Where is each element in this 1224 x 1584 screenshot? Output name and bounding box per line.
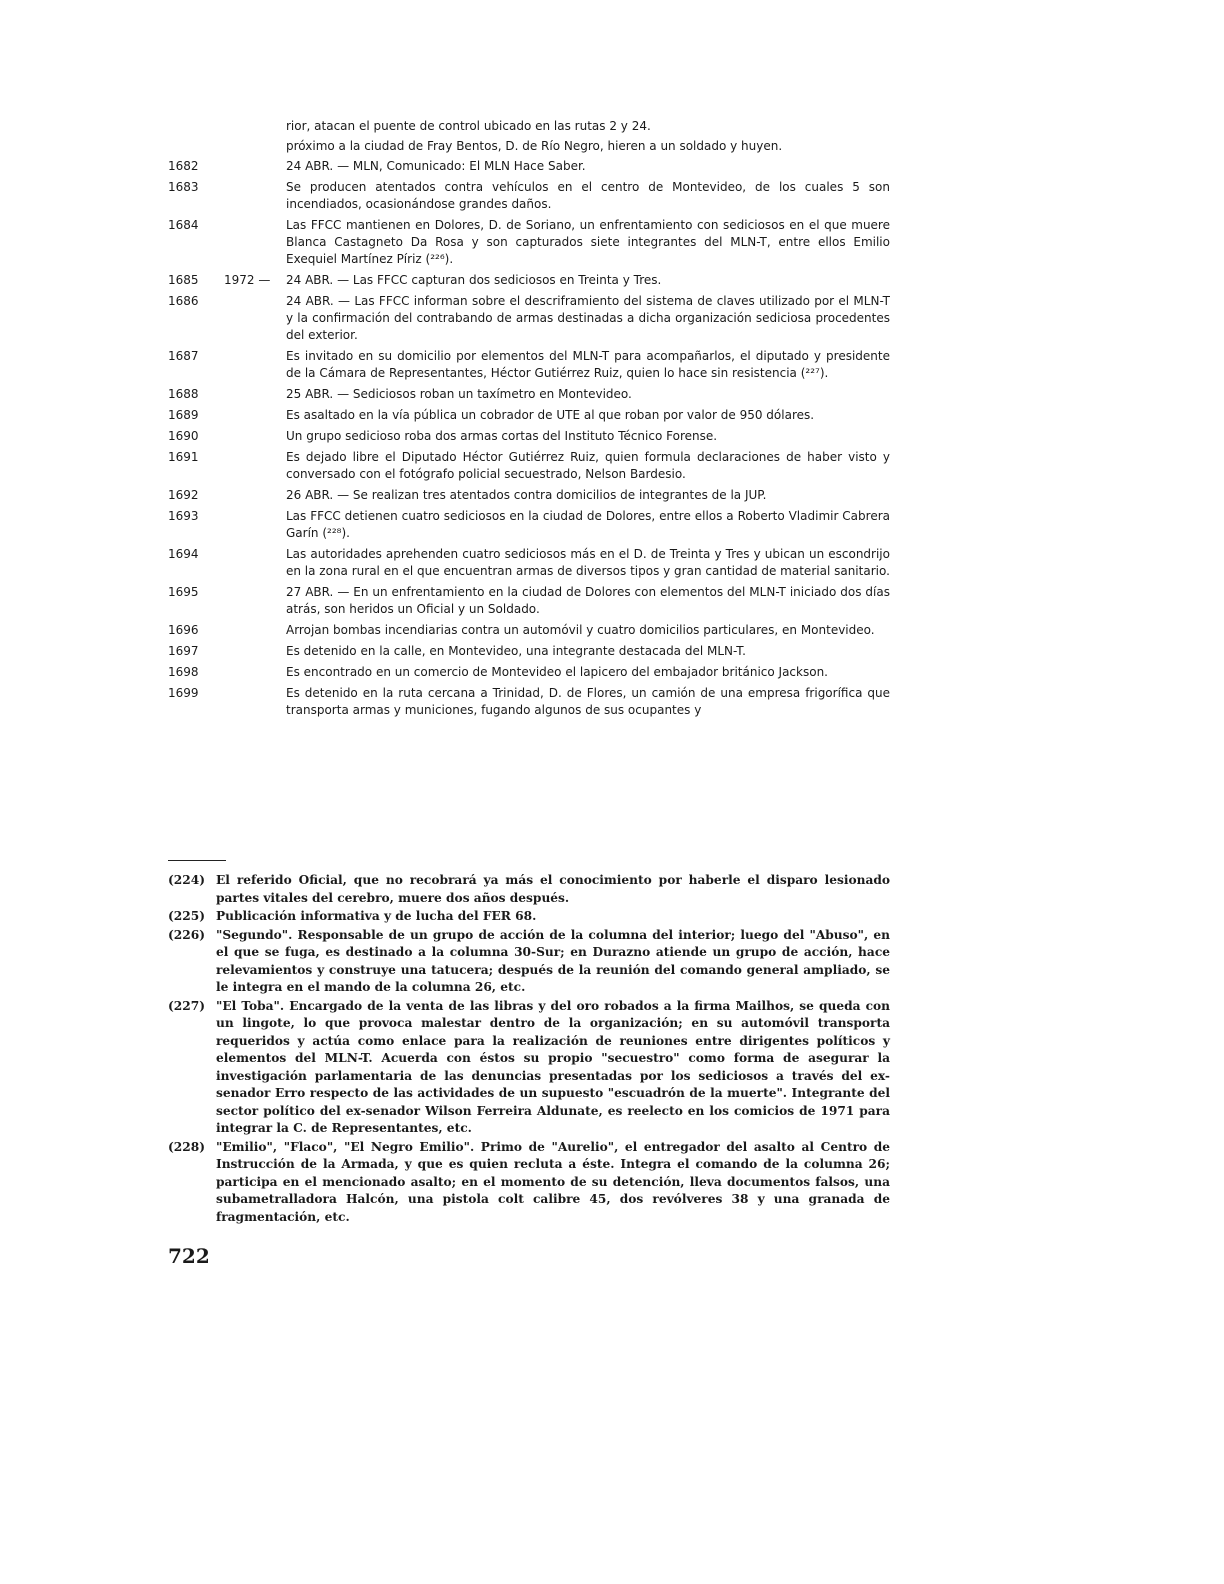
chronology-entries	[168, 118, 890, 723]
chronology-entry	[168, 179, 890, 213]
entry-number: 1687	[168, 349, 199, 363]
chronology-entry	[168, 487, 890, 504]
footnote-text: "El Toba". Encargado de la venta de las libras y del oro robados a la firma Mailhos, se queda con un lingote, lo que provoca malestar dentro de la organización; en su automóvil transporta requeridos y actúa como enlace para la realización de reuniones entre dirigentes políticos y elementos del MLN-T. Acuerda con éstos su propio "secuestro" como forma de asegurar la investigación parlamentaria de las denuncias presentadas por los sediciosos a través del ex-senador Erro respecto de las actividades de un supuesto "escuadrón de la muerte". Integrante del sector político del ex-senador Wilson Ferreira Aldunate, es reelecto en los comicios de 1971 para integrar la C. de Representantes, etc.	[216, 998, 890, 1135]
entry-text: Es dejado libre el Diputado Héctor Gutiérrez Ruiz, quien formula declaraciones de haber visto y conversado con el fotógrafo policial secuestrado, Nelson Bardesio.	[286, 450, 890, 481]
footnote-number: (226)	[168, 927, 205, 942]
continuation-line: rior, atacan el puente de control ubicado en las rutas 2 y 24.	[286, 119, 651, 133]
entry-number: 1693	[168, 509, 199, 523]
entry-number: 1699	[168, 686, 199, 700]
entry-text: Un grupo sedicioso roba dos armas cortas del Instituto Técnico Forense.	[286, 429, 718, 443]
footnote-number: (224)	[168, 873, 205, 887]
chronology-entry	[168, 622, 890, 639]
chronology-entry	[168, 664, 890, 681]
entry-text: 25 ABR. — Sediciosos roban un taxímetro en Montevideo.	[286, 387, 632, 401]
entry-number: 1691	[168, 450, 199, 464]
entry-text: 24 ABR. — Las FFCC capturan dos sediciosos en Treinta y Tres.	[286, 273, 662, 287]
entry-text: Es invitado en su domicilio por elementos del MLN-T para acompañarlos, el diputado y presidente de la Cámara de Representantes, Héctor Gutiérrez Ruiz, quien lo hace sin resistencia (²²⁷).	[286, 349, 890, 380]
entry-text: 26 ABR. — Se realizan tres atentados contra domicilios de integrantes de la JUP.	[286, 488, 767, 502]
chronology-entry	[168, 407, 890, 424]
footnote-number: (228)	[168, 1139, 205, 1154]
chronology-entry	[168, 584, 890, 618]
footnotes	[168, 872, 890, 1227]
entry-number: 1697	[168, 644, 199, 658]
footnote	[168, 1139, 890, 1227]
entry-text: 27 ABR. — En un enfrentamiento en la ciudad de Dolores con elementos del MLN-T iniciado dos días atrás, son heridos un Oficial y un Soldado.	[286, 585, 890, 616]
chronology-entry	[168, 272, 890, 289]
chronology-entry	[168, 293, 890, 344]
entry-text: 24 ABR. — Las FFCC informan sobre el descriframiento del sistema de claves utilizado por el MLN-T y la confirmación del contrabando de armas destinadas a dicha organización sediciosa procedentes del exterior.	[286, 294, 890, 342]
footnote	[168, 927, 890, 997]
chronology-entry	[168, 217, 890, 268]
entry-text: Es detenido en la ruta cercana a Trinidad, D. de Flores, un camión de una empresa frigorífica que transporta armas y municiones, fugando algunos de sus ocupantes y	[286, 686, 890, 717]
entry-number: 1694	[168, 547, 199, 561]
footnote-number: (227)	[168, 998, 205, 1013]
entry-number: 1689	[168, 408, 199, 422]
entry-year: 1972 —	[224, 273, 271, 287]
entry-text: 24 ABR. — MLN, Comunicado: El MLN Hace Saber.	[286, 159, 586, 173]
entry-number: 1692	[168, 488, 199, 502]
entry-number: 1690	[168, 429, 199, 443]
footnote-text: Publicación informativa y de lucha del FER 68.	[216, 909, 537, 923]
chronology-entry	[168, 386, 890, 403]
chronology-entry	[168, 428, 890, 445]
entry-number: 1682	[168, 159, 199, 173]
footnote-text: "Segundo". Responsable de un grupo de acción de la columna del interior; luego del "Abuso", en el que se fuga, es destinado a la columna 30-Sur; en Durazno atiende un grupo de acción, hace relevamientos y construye una tatucera; después de la reunión del comando general ampliado, se le integra en el mando de la columna 26, etc.	[216, 927, 890, 994]
chronology-entry	[168, 546, 890, 580]
entry-number: 1683	[168, 180, 199, 194]
entry-number: 1685	[168, 273, 199, 287]
entry-text: Es asaltado en la vía pública un cobrador de UTE al que roban por valor de 950 dólares.	[286, 408, 815, 422]
footnote-divider	[168, 860, 226, 861]
chronology-entry	[168, 508, 890, 542]
entry-text: Es detenido en la calle, en Montevideo, una integrante destacada del MLN-T.	[286, 644, 746, 658]
chronology-entry	[168, 643, 890, 660]
footnote-number: (225)	[168, 909, 205, 923]
continuation-line: próximo a la ciudad de Fray Bentos, D. de Río Negro, hieren a un soldado y huyen.	[286, 139, 783, 153]
footnote-text: El referido Oficial, que no recobrará ya más el conocimiento por haberle el disparo lesionado partes vitales del cerebro, muere dos años después.	[216, 873, 890, 905]
entry-text: Las autoridades aprehenden cuatro sediciosos más en el D. de Treinta y Tres y ubican un escondrijo en la zona rural en el que encuentran armas de diversos tipos y gran cantidad de material sanitario.	[286, 547, 890, 578]
entry-text: Se producen atentados contra vehículos en el centro de Montevideo, de los cuales 5 son incendiados, ocasionándose grandes daños.	[286, 180, 890, 211]
footnote	[168, 872, 890, 907]
entry-number: 1696	[168, 623, 199, 637]
page-number: 722	[168, 1244, 210, 1268]
entry-number: 1695	[168, 585, 199, 599]
footnote-text: "Emilio", "Flaco", "El Negro Emilio". Primo de "Aurelio", el entregador del asalto al Centro de Instrucción de la Armada, y que es quien recluta a éste. Integra el comando de la columna 26; participa en el mencionado asalto; en el momento de su detención, lleva documentos falsos, una subametralladora Halcón, una pistola colt calibre 45, dos revólveres 38 y una granada de fragmentación, etc.	[216, 1139, 890, 1224]
chronology-entry	[168, 348, 890, 382]
footnote	[168, 908, 890, 926]
footnote	[168, 998, 890, 1138]
entry-text: Es encontrado en un comercio de Montevideo el lapicero del embajador británico Jackson.	[286, 665, 828, 679]
entry-text: Arrojan bombas incendiarias contra un automóvil y cuatro domicilios particulares, en Montevideo.	[286, 623, 875, 637]
entry-number: 1688	[168, 387, 199, 401]
chronology-entry	[168, 449, 890, 483]
entry-text: Las FFCC detienen cuatro sediciosos en la ciudad de Dolores, entre ellos a Roberto Vladimir Cabrera Garín (²²⁸).	[286, 509, 890, 540]
entry-text: Las FFCC mantienen en Dolores, D. de Soriano, un enfrentamiento con sediciosos en el que muere Blanca Castagneto Da Rosa y son capturados siete integrantes del MLN-T, entre ellos Emilio Exequiel Martínez Píriz (²²⁶).	[286, 218, 890, 266]
entry-number: 1684	[168, 218, 199, 232]
entry-number: 1698	[168, 665, 199, 679]
chronology-entry	[168, 685, 890, 719]
chronology-entry	[168, 158, 890, 175]
entry-number: 1686	[168, 294, 199, 308]
